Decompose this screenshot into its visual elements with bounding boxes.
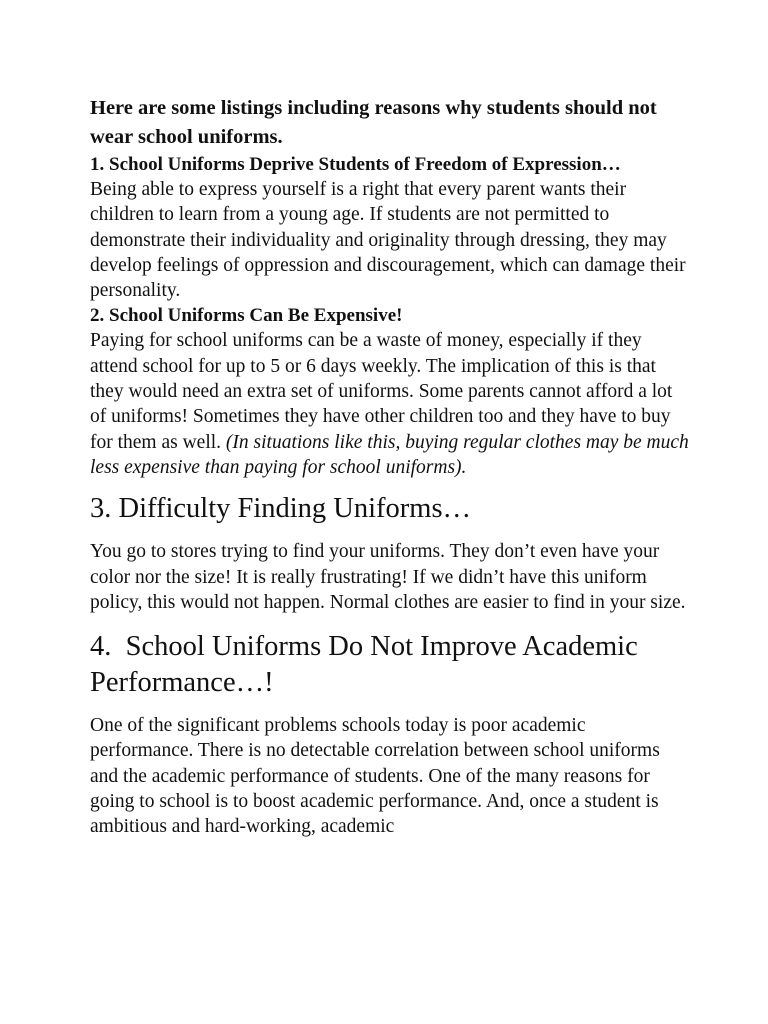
section-2-body: [90, 328, 690, 480]
section-3-body: You go to stores trying to find your uniforms. They don’t even have your color nor the size! It is really frustrating! If we didn’t have this uniform policy, this would not happen. Normal clothes are easier to find in your size.: [90, 541, 686, 613]
section-1-heading: 1. School Uniforms Deprive Students of Freedom of Expression…: [90, 154, 621, 175]
section-2-body-italic: (In situations like this, buying regular clothes may be much less expensive than paying for school uniforms).: [90, 431, 689, 478]
section-2-body-text: Paying for school uniforms can be a waste of money, especially if they attend school for up to 5 or 6 days weekly. The implication of this is that they would need an extra set of uniforms. Some parents cannot afford a lot of uniforms! Sometimes they have other children too and they have to buy for them as well.: [90, 330, 673, 453]
section-1-body: Being able to express yourself is a right that every parent wants their children to learn from a young age. If students are not permitted to demonstrate their individuality and originality through dressing, they may develop feelings of oppression and discouragement, which can damage their personality.: [90, 179, 686, 302]
document-page: [90, 94, 690, 840]
section-2-heading: 2. School Uniforms Can Be Expensive!: [90, 305, 403, 327]
section-4-heading: 4. School Uniforms Do Not Improve Academic Performance…!: [90, 631, 645, 699]
intro-text: Here are some listings including reasons why students should not wear school uniforms.: [90, 97, 657, 148]
section-3-heading: 3. Difficulty Finding Uniforms…: [90, 493, 472, 525]
section-4-body: One of the significant problems schools today is poor academic performance. There is no detectable correlation between school uniforms and the academic performance of students. One of the many reasons for going to school is to boost academic performance. And, once a student is ambitious and hard-working, academic: [90, 715, 660, 838]
